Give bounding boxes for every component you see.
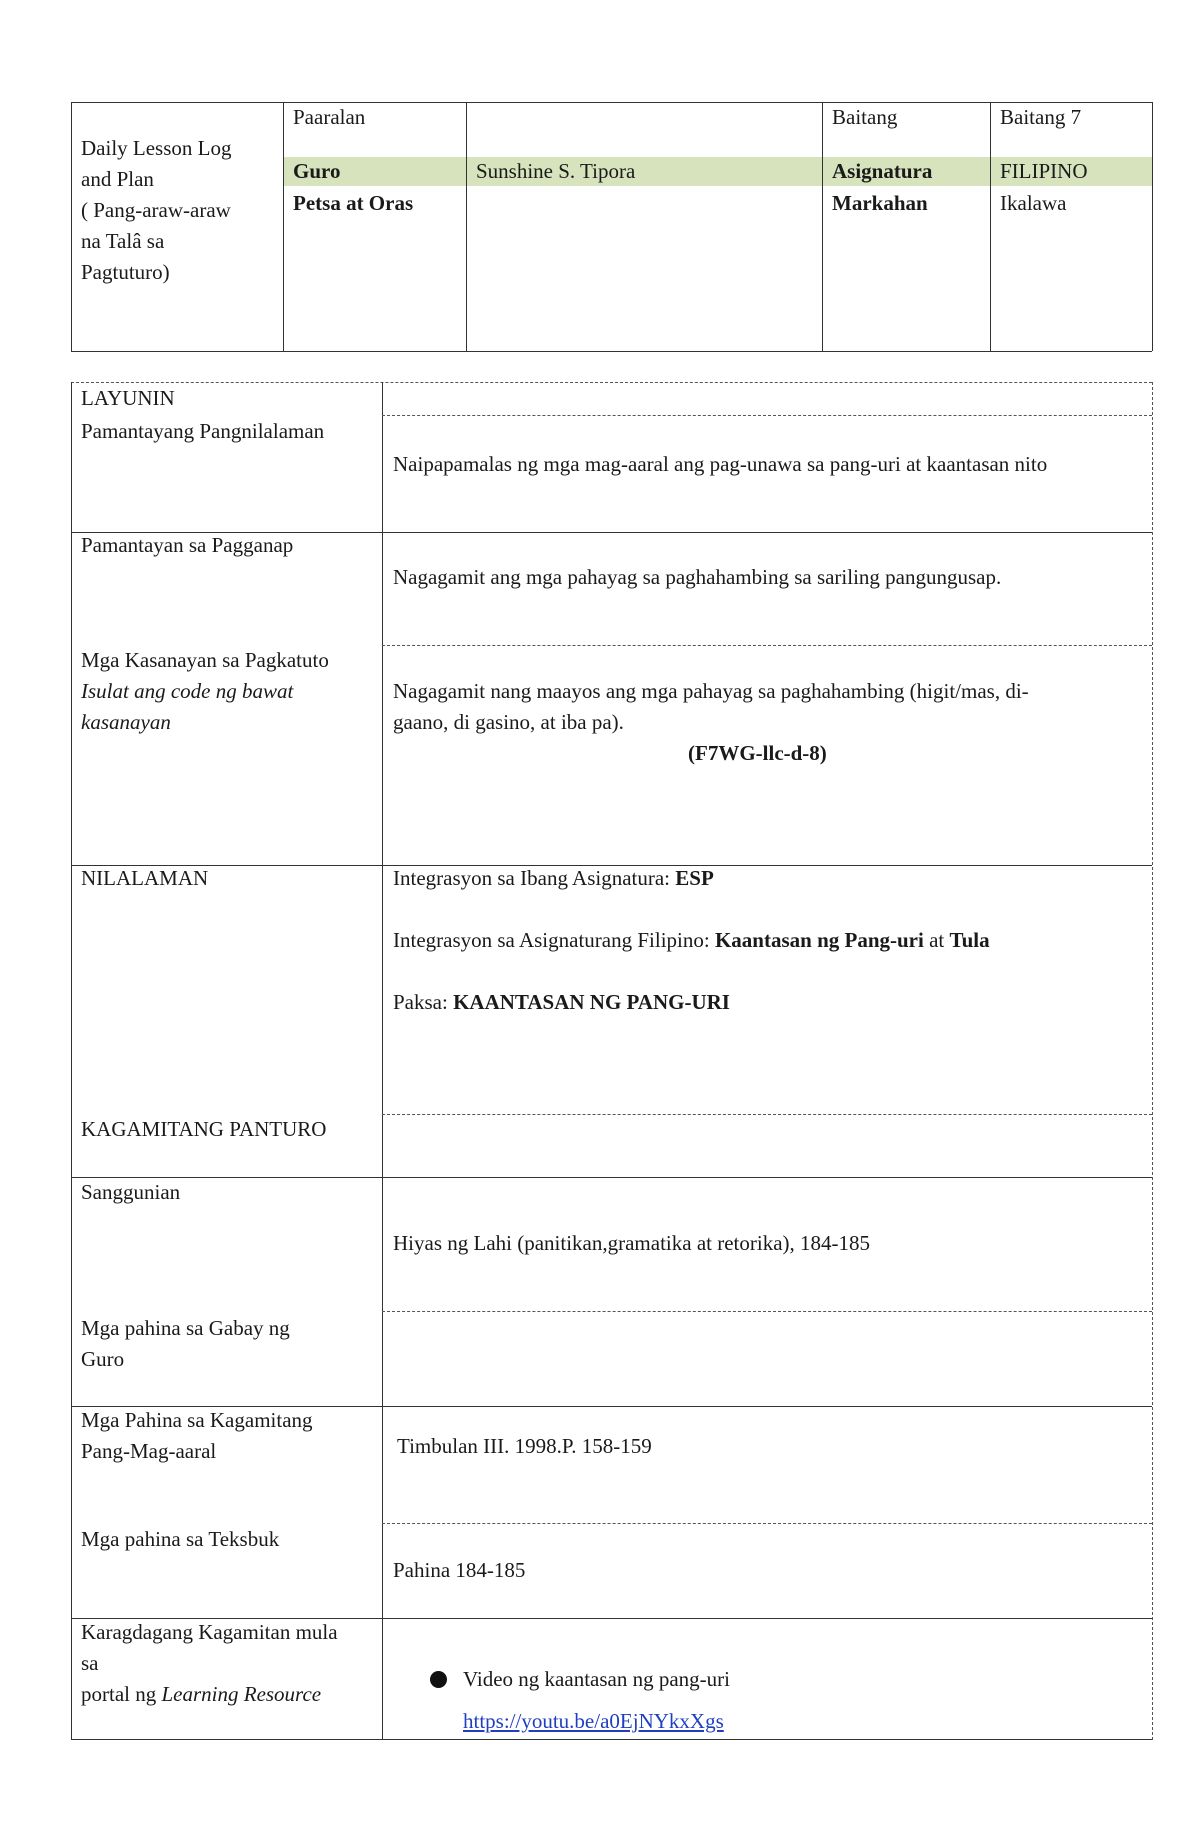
markahan-label: Markahan: [832, 191, 928, 215]
baitang-label: Baitang: [832, 105, 898, 129]
kagamitang-mag-aaral-value: Timbulan III. 1998.P. 158-159: [397, 1434, 652, 1458]
dll-title-line: Pagtuturo): [81, 260, 170, 284]
nilalaman-heading: NILALAMAN: [81, 866, 209, 890]
kasanayan-note: kasanayan: [81, 710, 171, 734]
asignatura-value: FILIPINO: [1000, 159, 1088, 183]
sanggunian-label: Sanggunian: [81, 1180, 181, 1204]
kagamitang-mag-aaral-label: Pang-Mag-aaral: [81, 1439, 217, 1463]
dll-title-line: na Talâ sa: [81, 229, 165, 253]
sanggunian-value: Hiyas ng Lahi (panitikan,gramatika at retorika), 184-185: [393, 1231, 871, 1255]
portal-label: portal ng Learning Resource: [81, 1682, 322, 1706]
integrasyon-ibang-asignatura: Integrasyon sa Ibang Asignatura: ESP: [393, 866, 714, 890]
dll-title-line: Daily Lesson Log: [81, 136, 232, 160]
kasanayan-value: Nagagamit nang maayos ang mga pahayag sa paghahambing (higit/mas, di-: [393, 679, 1029, 703]
baitang-value: Baitang 7: [1000, 105, 1082, 129]
video-item: Video ng kaantasan ng pang-uri: [463, 1667, 730, 1691]
kasanayan-label: Mga Kasanayan sa Pagkatuto: [81, 648, 329, 672]
video-link[interactable]: https://youtu.be/a0EjNYkxXgs: [463, 1709, 724, 1733]
petsa-label: Petsa at Oras: [293, 191, 414, 215]
pamantayang-pangnilalaman-value: Naipapamalas ng mga mag-aaral ang pag-unawa sa pang-uri at kaantasan nito: [393, 452, 1048, 476]
gabay-guro-label: Mga pahina sa Gabay ng: [81, 1316, 290, 1340]
paaralan-label: Paaralan: [293, 105, 366, 129]
kasanayan-code: (F7WG-llc-d-8): [688, 741, 827, 765]
asignatura-label: Asignatura: [832, 159, 933, 183]
layunin-heading: LAYUNIN: [81, 386, 175, 410]
dll-title-line: and Plan: [81, 167, 154, 191]
pamantayan-pagganap-label: Pamantayan sa Pagganap: [81, 533, 294, 557]
guro-value: Sunshine S. Tipora: [476, 159, 636, 183]
karagdagang-label: Karagdagang Kagamitan mula: [81, 1620, 338, 1644]
gabay-guro-label: Guro: [81, 1347, 125, 1371]
karagdagang-label: sa: [81, 1651, 99, 1675]
bullet-icon: [430, 1671, 447, 1688]
guro-label: Guro: [293, 159, 341, 183]
kagamitang-panturo-heading: KAGAMITANG PANTURO: [81, 1117, 327, 1141]
paksa: Paksa: KAANTASAN NG PANG-URI: [393, 990, 730, 1014]
kasanayan-note: Isulat ang code ng bawat: [81, 679, 294, 703]
pamantayang-pangnilalaman-label: Pamantayang Pangnilalaman: [81, 419, 325, 443]
pamantayan-pagganap-value: Nagagamit ang mga pahayag sa paghahambing sa sariling pangungusap.: [393, 565, 1002, 589]
kasanayan-value: gaano, di gasino, at iba pa).: [393, 710, 624, 734]
markahan-value: Ikalawa: [1000, 191, 1067, 215]
integrasyon-filipino: Integrasyon sa Asignaturang Filipino: Kaantasan ng Pang-uri at Tula: [393, 928, 990, 952]
dll-title-line: ( Pang-araw-araw: [81, 198, 231, 222]
kagamitang-mag-aaral-label: Mga Pahina sa Kagamitang: [81, 1408, 313, 1432]
teksbuk-label: Mga pahina sa Teksbuk: [81, 1527, 280, 1551]
teksbuk-value: Pahina 184-185: [393, 1558, 526, 1582]
